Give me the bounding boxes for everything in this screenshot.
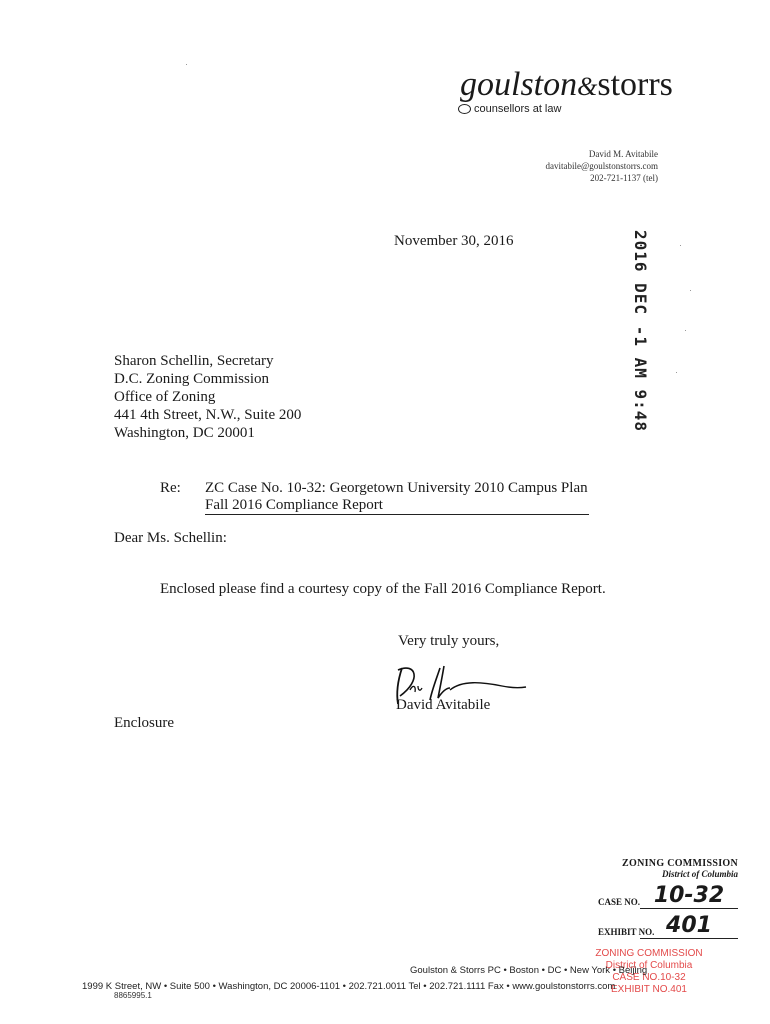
sender-email: davitabile@goulstonstorrs.com (545, 161, 658, 171)
sender-block (545, 148, 658, 184)
exhibit-number-label: EXHIBIT NO. (598, 927, 655, 937)
zoning-exhibit-stamp (598, 858, 738, 939)
body-paragraph: Enclosed please find a courtesy copy of the Fall 2016 Compliance Report. (160, 581, 606, 597)
document-number: 8865995.1 (114, 991, 152, 1000)
recipient-city: Washington, DC 20001 (114, 425, 255, 441)
recipient-name: Sharon Schellin, Secretary (114, 353, 274, 369)
recipient-street: 441 4th Street, N.W., Suite 200 (114, 407, 302, 423)
re-label: Re: (160, 480, 181, 496)
logo-ring-icon (458, 104, 471, 114)
logo-ampersand: & (577, 72, 598, 101)
firm-tagline (458, 103, 561, 115)
footer-offices: Goulston & Storrs PC • Boston • DC • New York • Beijing (410, 965, 648, 976)
enclosure-note: Enclosure (114, 715, 174, 731)
exhibit-number-row (598, 915, 738, 939)
sender-phone: 202-721-1137 (tel) (590, 173, 658, 183)
exhibit-number-value: 401 (640, 914, 738, 939)
red-stamp-line-4: EXHIBIT NO.401 (611, 984, 687, 995)
recipient-office: Office of Zoning (114, 389, 216, 405)
firm-logo (460, 68, 673, 104)
case-number-label: CASE NO. (598, 897, 641, 907)
red-stamp-line-1: ZONING COMMISSION (595, 948, 703, 959)
closing: Very truly yours, (398, 633, 500, 649)
re-subject-line-2: Fall 2016 Compliance Report (205, 497, 589, 515)
red-stamp-line-3: CASE NO.10-32 (612, 972, 686, 983)
received-stamp-text: 2016 DEC -1 AM 9:48 (631, 230, 650, 433)
red-stamp-line-2: District of Columbia (605, 960, 693, 971)
tagline-text: counsellors at law (474, 103, 562, 115)
received-stamp (620, 230, 654, 433)
logo-part-1: goulston (460, 66, 578, 103)
sender-name: David M. Avitabile (588, 149, 658, 159)
zoning-stamp-title: ZONING COMMISSION (622, 858, 738, 869)
case-number-row (598, 885, 738, 909)
recipient-org: D.C. Zoning Commission (114, 371, 270, 387)
letter-date: November 30, 2016 (394, 233, 514, 249)
logo-part-2: storrs (597, 66, 673, 103)
signatory-name: David Avitabile (396, 697, 491, 713)
re-subject-line-1: ZC Case No. 10-32: Georgetown University 2010 Campus Plan (205, 480, 588, 496)
footer-address: 1999 K Street, NW • Suite 500 • Washington, DC 20006-1101 • 202.721.0011 Tel • 202.721.1111 Fax • www.goulstonstorrs.com (82, 981, 616, 992)
salutation: Dear Ms. Schellin: (114, 530, 227, 546)
zoning-stamp-subtitle: District of Columbia (661, 869, 738, 879)
recipient-address (114, 352, 301, 442)
case-number-value: 10-32 (640, 884, 738, 909)
